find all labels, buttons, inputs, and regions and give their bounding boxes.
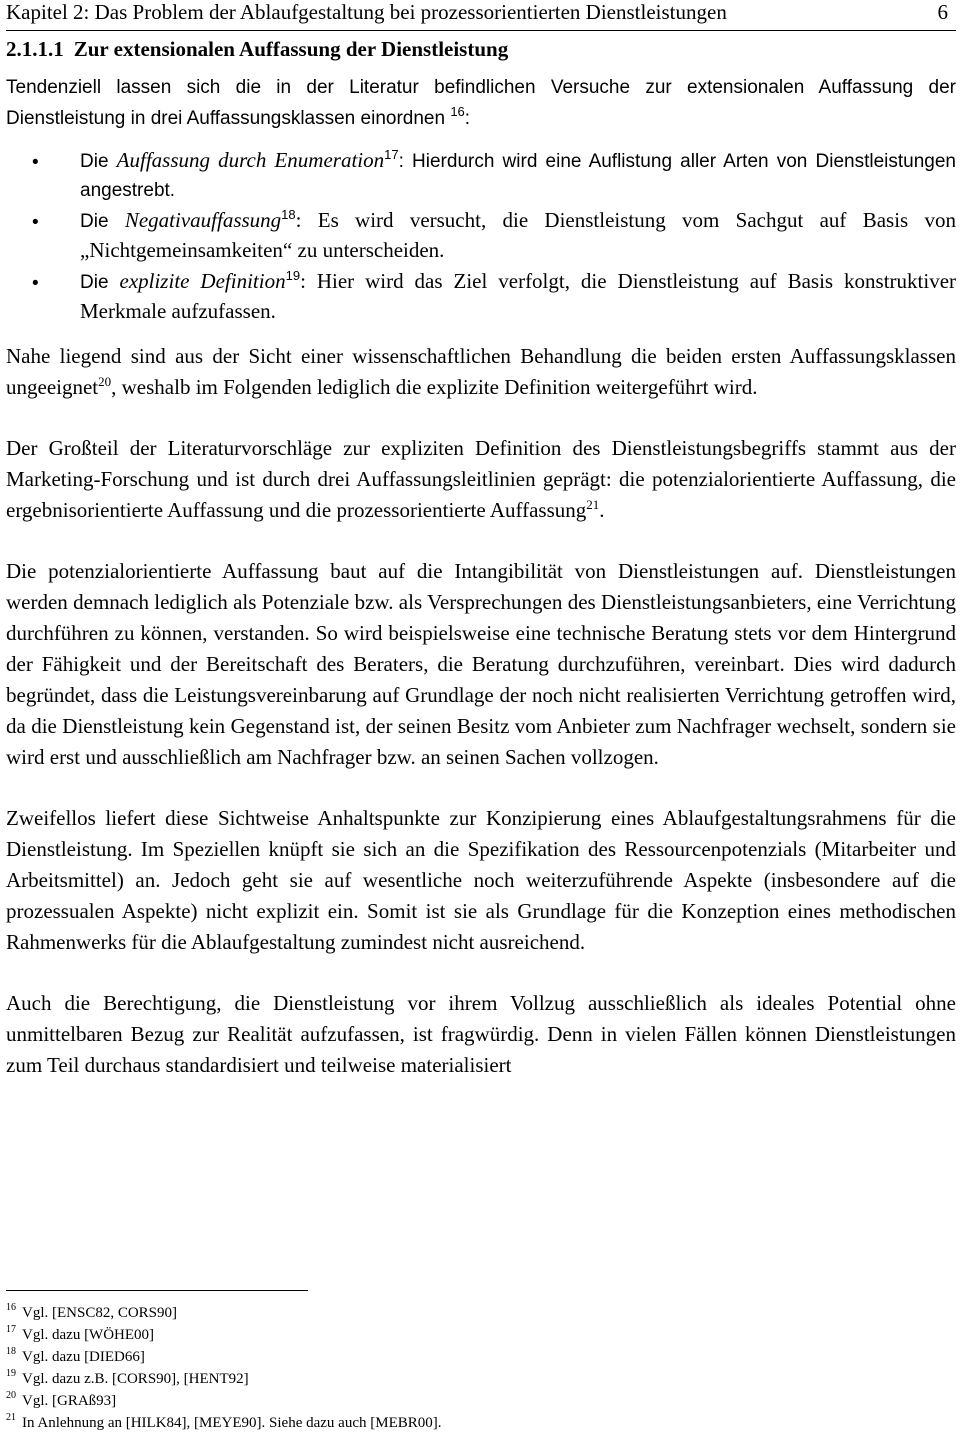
bullet-icon: • [32,212,39,233]
page-header [6,0,956,30]
paragraph-text: Der Großteil der Literaturvorschläge zur expliziten Definition des Dienstleistungsbegriffs stammt aus der Marketing-Forschung und ist durch drei Auffassungsleitlinien geprägt: die potenzialorientierte Auffassung, die ergebnisorientierte Auffassung und die prozessorientierte Auffassung [6,436,956,522]
item-term: Negativauffassung [124,208,282,232]
paragraph-text: Nahe liegend sind aus der Sicht einer wissenschaftlichen Behandlung die beiden ersten Auffassungsklassen ungeeignet [6,344,956,399]
item-prefix: Die [80,211,125,232]
footnote-rule [6,1290,308,1291]
footnote [6,1368,956,1390]
paragraph-5: Auch die Berechtigung, die Dienstleistung vor ihrem Vollzug ausschließlich als ideales Potential ohne unmittelbaren Bezug zur Realität aufzufassen, ist fragwürdig. Denn in vielen Fällen können Dienstleistungen zum Teil durchaus standardisiert und teilweise materialisiert [6,991,956,1077]
footnote-ref: 16 [450,104,465,119]
section-number: 2.1.1.1 [6,37,64,61]
footnote-ref: 17 [384,147,399,162]
bullet-icon: • [32,152,39,173]
footnote-ref: 19 [285,268,301,283]
paragraph-4: Zweifellos liefert diese Sichtweise Anhaltspunkte zur Konzipierung eines Ablaufgestaltungsrahmens für die Dienstleistung. Im Speziellen knüpft sie sich an die Spezifikation des Ressourcenpotenzials (Mitarbeiter und Arbeitsmittel) an. Jedoch geht sie auf wesentliche noch weiterzuführende Aspekte (insbesondere auf die prozessualen Aspekte) nicht explizit ein. Somit ist sie als Grundlage für die Konzeption eines methodischen Rahmenwerks für die Ablaufgestaltung zumindest nicht ausreichend. [6,806,956,954]
footnote-text: Vgl. dazu [DIED66] [22,1349,145,1365]
chapter-title: Kapitel 2: Das Problem der Ablaufgestaltung bei prozessorientierten Dienstleistungen [6,0,727,24]
footnote-ref: 20 [98,374,112,389]
item-term: Auffassung durch Enumeration [116,148,385,172]
footnote-number: 21 [6,1412,16,1423]
page-number: 6 [937,0,948,24]
footnote-number: 18 [6,1346,16,1357]
footnote-number: 20 [6,1390,16,1401]
paragraph-3: Die potenzialorientierte Auffassung baut auf die Intangibilität von Dienstleistungen auf. Dienstleistungen werden demnach lediglich als Potenziale bzw. als Versprechungen des Dienstleistungsanbieters, eine Verrichtung durchführen zu können, verstanden. So wird beispielsweise eine technische Beratung stets vor dem Hintergrund der Fähigkeit und der Bereitschaft des Beraters, die Beratung durchzuführen, vereinbart. Dies wird dadurch begründet, dass die Leistungsvereinbarung auf Grundlage der noch nicht realisierten Verrichtung getroffen wird, da die Dienstleistung kein Gegenstand ist, der seinen Besitz vom Anbieter zum Nachfrager wechselt, sondern sie wird erst und ausschließlich am Nachfrager bzw. an seinen Sachen vollzogen. [6,559,956,769]
item-text: : Hierdurch wird eine Auflistung aller Arten von Dienstleistungen angestrebt. [80,151,957,201]
item-prefix: Die [80,272,120,293]
list-item [6,146,956,205]
footnote-text: Vgl. dazu [WÖHE00] [22,1327,155,1343]
section-heading [6,36,508,62]
list-item [6,206,956,266]
item-text: : Es wird versucht, die Dienstleistung vom Sachgut auf Basis von „Nichtgemeinsamkeiten“ zu unterscheiden. [80,208,956,262]
footnote-text: In Anlehnung an [HILK84], [MEYE90]. Siehe dazu auch [MEBR00]. [22,1415,442,1431]
header-rule [6,30,956,31]
paragraph-1 [6,341,956,403]
footnote [6,1412,956,1434]
section-title: Zur extensionalen Auffassung der Dienstleistung [73,37,509,61]
intro-paragraph [6,72,956,134]
paragraph-text: . [599,498,605,522]
footnote [6,1390,956,1412]
item-prefix: Die [80,151,117,172]
footnote-number: 16 [6,1302,16,1313]
body-text [6,72,956,1081]
item-text: : Hier wird das Ziel verfolgt, die Dienstleistung auf Basis konstruktiver Merkmale aufzufassen. [80,269,957,323]
footnote [6,1324,956,1346]
intro-text: Tendenziell lassen sich die in der Literatur befindlichen Versuche zur extensionalen Auffassung der Dienstleistung in drei Auffassungsklassen einordnen [6,77,956,129]
footnote-text: Vgl. [GRAß93] [22,1393,117,1409]
footnote-text: Vgl. [ENSC82, CORS90] [22,1305,178,1321]
footnotes [6,1302,956,1434]
footnote [6,1346,956,1368]
classification-list [6,146,956,327]
footnote-ref: 21 [586,497,600,512]
footnote-text: Vgl. dazu z.B. [CORS90], [HENT92] [22,1371,249,1387]
paragraph-2 [6,433,956,526]
footnote-number: 19 [6,1368,16,1379]
intro-colon: : [464,108,471,129]
footnote [6,1302,956,1324]
paragraph-text: , weshalb im Folgenden lediglich die explizite Definition weitergeführt wird. [111,375,758,399]
list-item [6,267,956,327]
footnote-ref: 18 [281,207,296,222]
bullet-icon: • [32,273,39,294]
item-term: explizite Definition [119,269,286,293]
footnote-number: 17 [6,1324,16,1335]
